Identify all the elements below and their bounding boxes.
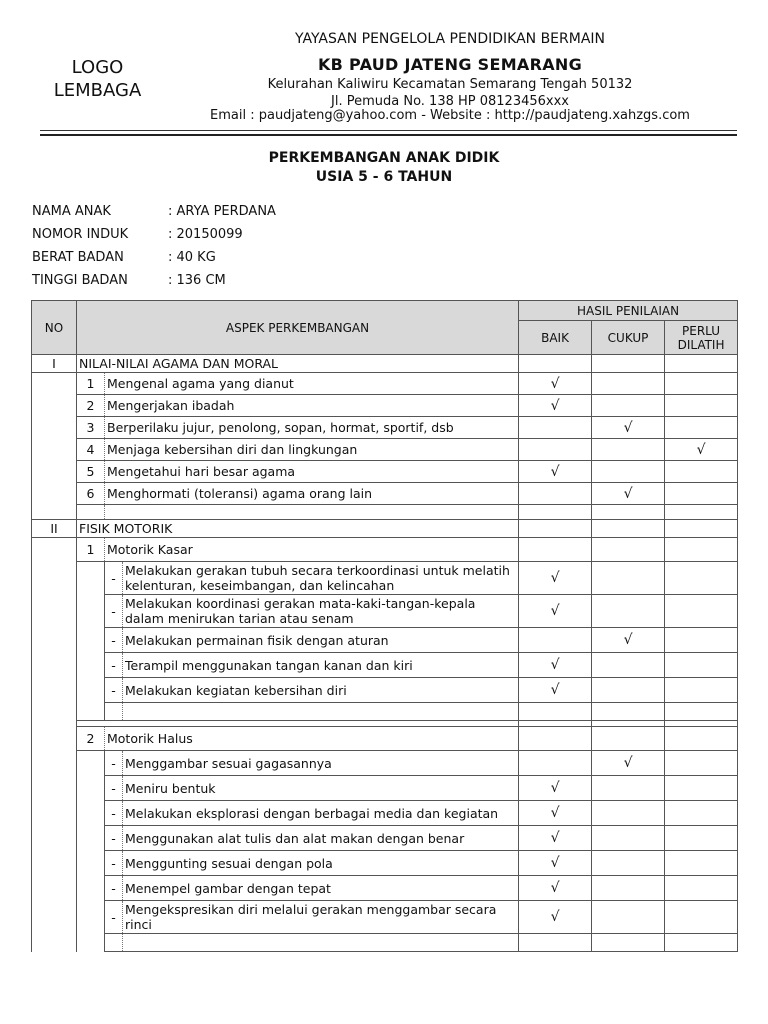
header-enough: CUKUP bbox=[592, 321, 665, 355]
empty-item-cell bbox=[123, 703, 519, 721]
rating-baik-cell: √ bbox=[519, 876, 592, 901]
rating-cukup-cell: √ bbox=[592, 628, 665, 653]
rating-baik-cell bbox=[519, 439, 592, 461]
rating-baik-cell bbox=[519, 934, 592, 952]
rating-cukup-cell bbox=[592, 727, 665, 751]
rating-cukup-cell bbox=[592, 562, 665, 595]
institution-name: KB PAUD JATENG SEMARANG bbox=[317, 55, 583, 74]
item-description: Menggambar sesuai gagasannya bbox=[123, 751, 519, 776]
table-row bbox=[32, 373, 738, 395]
item-description: Mengenal agama yang dianut bbox=[105, 373, 519, 395]
student-info-label: NOMOR INDUK bbox=[32, 227, 129, 242]
table-row bbox=[32, 801, 738, 826]
rating-baik-cell: √ bbox=[519, 373, 592, 395]
group-indent-cell bbox=[77, 703, 105, 721]
table-row bbox=[32, 417, 738, 439]
rating-perlu-cell bbox=[665, 751, 738, 776]
header-no: NO bbox=[32, 301, 77, 355]
rating-cukup-cell bbox=[592, 505, 665, 520]
logo-line2: LEMBAGA bbox=[53, 80, 142, 101]
student-info-value: : 40 KG bbox=[168, 250, 216, 265]
bullet-dash: - bbox=[105, 776, 123, 801]
rating-perlu-cell bbox=[665, 727, 738, 751]
item-description: Menggunakan alat tulis dan alat makan dengan benar bbox=[123, 826, 519, 851]
table-row bbox=[32, 851, 738, 876]
group-title: Motorik Halus bbox=[105, 727, 519, 751]
group-indent-cell bbox=[77, 595, 105, 628]
rating-perlu-cell bbox=[665, 461, 738, 483]
rating-baik-cell bbox=[519, 520, 592, 538]
group-indent-cell bbox=[77, 628, 105, 653]
item-description: Mengerjakan ibadah bbox=[105, 395, 519, 417]
header-good: BAIK bbox=[519, 321, 592, 355]
item-description: Melakukan koordinasi gerakan mata-kaki-tangan-kepala dalam menirukan tarian atau senam bbox=[123, 595, 519, 628]
bullet-dash: - bbox=[105, 562, 123, 595]
rating-perlu-cell bbox=[665, 562, 738, 595]
bullet-dash: - bbox=[105, 653, 123, 678]
item-description: Menggunting sesuai dengan pola bbox=[123, 851, 519, 876]
table-row bbox=[32, 876, 738, 901]
rating-perlu-cell bbox=[665, 373, 738, 395]
rating-baik-cell: √ bbox=[519, 595, 592, 628]
rating-baik-cell: √ bbox=[519, 461, 592, 483]
rating-cukup-cell bbox=[592, 461, 665, 483]
rating-cukup-cell bbox=[592, 373, 665, 395]
rating-perlu-cell bbox=[665, 520, 738, 538]
empty-number-cell bbox=[77, 505, 105, 520]
item-number: 2 bbox=[77, 395, 105, 417]
item-description: Melakukan eksplorasi dengan berbagai media dan kegiatan bbox=[123, 801, 519, 826]
rating-perlu-cell bbox=[665, 851, 738, 876]
item-description: Melakukan kegiatan kebersihan diri bbox=[123, 678, 519, 703]
table-row bbox=[32, 439, 738, 461]
item-number: 1 bbox=[77, 373, 105, 395]
table-row bbox=[32, 483, 738, 505]
header-needs-line1: PERLU bbox=[682, 323, 721, 338]
rating-perlu-cell bbox=[665, 678, 738, 703]
empty-item-cell bbox=[105, 505, 519, 520]
item-description: Menempel gambar dengan tepat bbox=[123, 876, 519, 901]
table-row bbox=[32, 628, 738, 653]
table-row bbox=[32, 395, 738, 417]
rating-perlu-cell bbox=[665, 395, 738, 417]
rating-cukup-cell bbox=[592, 439, 665, 461]
item-description: Menjaga kebersihan diri dan lingkungan bbox=[105, 439, 519, 461]
rating-cukup-cell bbox=[592, 801, 665, 826]
bullet-dash: - bbox=[105, 678, 123, 703]
rating-baik-cell: √ bbox=[519, 826, 592, 851]
rating-perlu-cell bbox=[665, 901, 738, 934]
bullet-dash: - bbox=[105, 801, 123, 826]
group-indent-cell bbox=[77, 801, 105, 826]
item-description: Mengetahui hari besar agama bbox=[105, 461, 519, 483]
bullet-dash: - bbox=[105, 595, 123, 628]
document-subtitle: USIA 5 - 6 TAHUN bbox=[315, 169, 453, 185]
rating-baik-cell: √ bbox=[519, 801, 592, 826]
item-description: Melakukan permainan fisik dengan aturan bbox=[123, 628, 519, 653]
item-description: Menghormati (toleransi) agama orang lain bbox=[105, 483, 519, 505]
empty-item-cell bbox=[123, 934, 519, 952]
student-info-value: : ARYA PERDANA bbox=[168, 204, 276, 219]
table-row bbox=[32, 751, 738, 776]
rating-perlu-cell bbox=[665, 934, 738, 952]
rating-cukup-cell bbox=[592, 851, 665, 876]
rating-perlu-cell bbox=[665, 355, 738, 373]
table-row bbox=[32, 461, 738, 483]
rating-baik-cell bbox=[519, 628, 592, 653]
rating-baik-cell: √ bbox=[519, 678, 592, 703]
address-line: Kelurahan Kaliwiru Kecamatan Semarang Tengah 50132 bbox=[267, 77, 633, 92]
rating-perlu-cell bbox=[665, 538, 738, 562]
rating-baik-cell: √ bbox=[519, 562, 592, 595]
rating-cukup-cell bbox=[592, 901, 665, 934]
rating-baik-cell: √ bbox=[519, 395, 592, 417]
student-info-value: : 20150099 bbox=[168, 227, 243, 242]
letterhead-divider-thin bbox=[40, 130, 737, 131]
street-phone-line: Jl. Pemuda No. 138 HP 08123456xxx bbox=[331, 94, 569, 109]
table-row bbox=[32, 703, 738, 721]
item-description: Terampil menggunakan tangan kanan dan kiri bbox=[123, 653, 519, 678]
rating-baik-cell bbox=[519, 727, 592, 751]
group-indent-cell bbox=[77, 562, 105, 595]
rating-cukup-cell bbox=[592, 538, 665, 562]
item-description: Mengekspresikan diri melalui gerakan menggambar secara rinci bbox=[123, 901, 519, 934]
item-number: 5 bbox=[77, 461, 105, 483]
group-indent-cell bbox=[77, 653, 105, 678]
rating-baik-cell bbox=[519, 703, 592, 721]
rating-perlu-cell bbox=[665, 801, 738, 826]
table-row bbox=[32, 901, 738, 934]
rating-cukup-cell bbox=[592, 395, 665, 417]
rating-cukup-cell: √ bbox=[592, 751, 665, 776]
table-row bbox=[32, 727, 738, 751]
group-indent-cell bbox=[77, 678, 105, 703]
student-info-label: TINGGI BADAN bbox=[32, 273, 128, 288]
section-no-spacer bbox=[32, 538, 77, 952]
section-number: I bbox=[32, 355, 77, 373]
rating-baik-cell bbox=[519, 538, 592, 562]
document-title: PERKEMBANGAN ANAK DIDIK bbox=[268, 150, 500, 166]
table-row bbox=[32, 826, 738, 851]
rating-perlu-cell bbox=[665, 505, 738, 520]
header-aspect: ASPEK PERKEMBANGAN bbox=[77, 301, 519, 355]
group-indent-cell bbox=[77, 826, 105, 851]
rating-baik-cell: √ bbox=[519, 653, 592, 678]
item-description: Melakukan gerakan tubuh secara terkoordinasi untuk melatih kelenturan, keseimbangan, dan kelincahan bbox=[123, 562, 519, 595]
rating-perlu-cell bbox=[665, 876, 738, 901]
empty-dash-cell bbox=[105, 703, 123, 721]
section-title: FISIK MOTORIK bbox=[77, 520, 519, 538]
rating-perlu-cell bbox=[665, 776, 738, 801]
bullet-dash: - bbox=[105, 851, 123, 876]
rating-cukup-cell bbox=[592, 520, 665, 538]
rating-baik-cell bbox=[519, 483, 592, 505]
rating-cukup-cell bbox=[592, 355, 665, 373]
section-row bbox=[32, 355, 738, 373]
item-number: 6 bbox=[77, 483, 105, 505]
group-title: Motorik Kasar bbox=[105, 538, 519, 562]
group-number: 2 bbox=[77, 727, 105, 751]
table-row bbox=[32, 538, 738, 562]
header-needs-line2: DILATIH bbox=[677, 337, 725, 352]
rating-baik-cell bbox=[519, 417, 592, 439]
bullet-dash: - bbox=[105, 751, 123, 776]
logo-line1: LOGO bbox=[71, 57, 124, 78]
assessment-table bbox=[31, 300, 738, 952]
section-number: II bbox=[32, 520, 77, 538]
student-info-label: NAMA ANAK bbox=[32, 204, 111, 219]
rating-perlu-cell: √ bbox=[665, 439, 738, 461]
group-indent-cell bbox=[77, 776, 105, 801]
letterhead-divider-thick bbox=[40, 134, 737, 136]
rating-cukup-cell bbox=[592, 876, 665, 901]
rating-baik-cell bbox=[519, 355, 592, 373]
table-row bbox=[32, 653, 738, 678]
item-number: 3 bbox=[77, 417, 105, 439]
rating-cukup-cell bbox=[592, 934, 665, 952]
bullet-dash: - bbox=[105, 901, 123, 934]
rating-perlu-cell bbox=[665, 826, 738, 851]
rating-cukup-cell: √ bbox=[592, 417, 665, 439]
table-row bbox=[32, 776, 738, 801]
empty-dash-cell bbox=[105, 934, 123, 952]
item-number: 4 bbox=[77, 439, 105, 461]
rating-perlu-cell bbox=[665, 703, 738, 721]
rating-cukup-cell bbox=[592, 678, 665, 703]
assessment-body bbox=[32, 355, 738, 952]
logo-placeholder bbox=[40, 56, 155, 102]
rating-perlu-cell bbox=[665, 417, 738, 439]
rating-perlu-cell bbox=[665, 483, 738, 505]
bullet-dash: - bbox=[105, 628, 123, 653]
rating-cukup-cell bbox=[592, 653, 665, 678]
contact-line: Email : paudjateng@yahoo.com - Website : http://paudjateng.xahzgs.com bbox=[210, 108, 690, 123]
table-row bbox=[32, 595, 738, 628]
group-indent-cell bbox=[77, 876, 105, 901]
rating-cukup-cell bbox=[592, 826, 665, 851]
bullet-dash: - bbox=[105, 826, 123, 851]
table-row bbox=[32, 505, 738, 520]
rating-baik-cell bbox=[519, 505, 592, 520]
table-row bbox=[32, 934, 738, 952]
student-info-value: : 136 CM bbox=[168, 273, 226, 288]
section-no-spacer bbox=[32, 373, 77, 520]
rating-cukup-cell: √ bbox=[592, 483, 665, 505]
rating-cukup-cell bbox=[592, 595, 665, 628]
table-row bbox=[32, 678, 738, 703]
group-number: 1 bbox=[77, 538, 105, 562]
rating-baik-cell: √ bbox=[519, 776, 592, 801]
rating-baik-cell: √ bbox=[519, 901, 592, 934]
group-indent-cell bbox=[77, 934, 105, 952]
bullet-dash: - bbox=[105, 876, 123, 901]
table-row bbox=[32, 562, 738, 595]
section-title: NILAI-NILAI AGAMA DAN MORAL bbox=[77, 355, 519, 373]
rating-perlu-cell bbox=[665, 628, 738, 653]
item-description: Berperilaku jujur, penolong, sopan, hormat, sportif, dsb bbox=[105, 417, 519, 439]
section-row bbox=[32, 520, 738, 538]
rating-baik-cell bbox=[519, 751, 592, 776]
rating-baik-cell: √ bbox=[519, 851, 592, 876]
rating-cukup-cell bbox=[592, 776, 665, 801]
header-needs-practice bbox=[665, 321, 738, 355]
group-indent-cell bbox=[77, 901, 105, 934]
group-indent-cell bbox=[77, 851, 105, 876]
rating-perlu-cell bbox=[665, 653, 738, 678]
rating-cukup-cell bbox=[592, 703, 665, 721]
foundation-name: YAYASAN PENGELOLA PENDIDIKAN BERMAIN bbox=[294, 31, 606, 47]
student-info-label: BERAT BADAN bbox=[32, 250, 124, 265]
group-indent-cell bbox=[77, 751, 105, 776]
rating-perlu-cell bbox=[665, 595, 738, 628]
header-result: HASIL PENILAIAN bbox=[519, 301, 738, 321]
item-description: Meniru bentuk bbox=[123, 776, 519, 801]
